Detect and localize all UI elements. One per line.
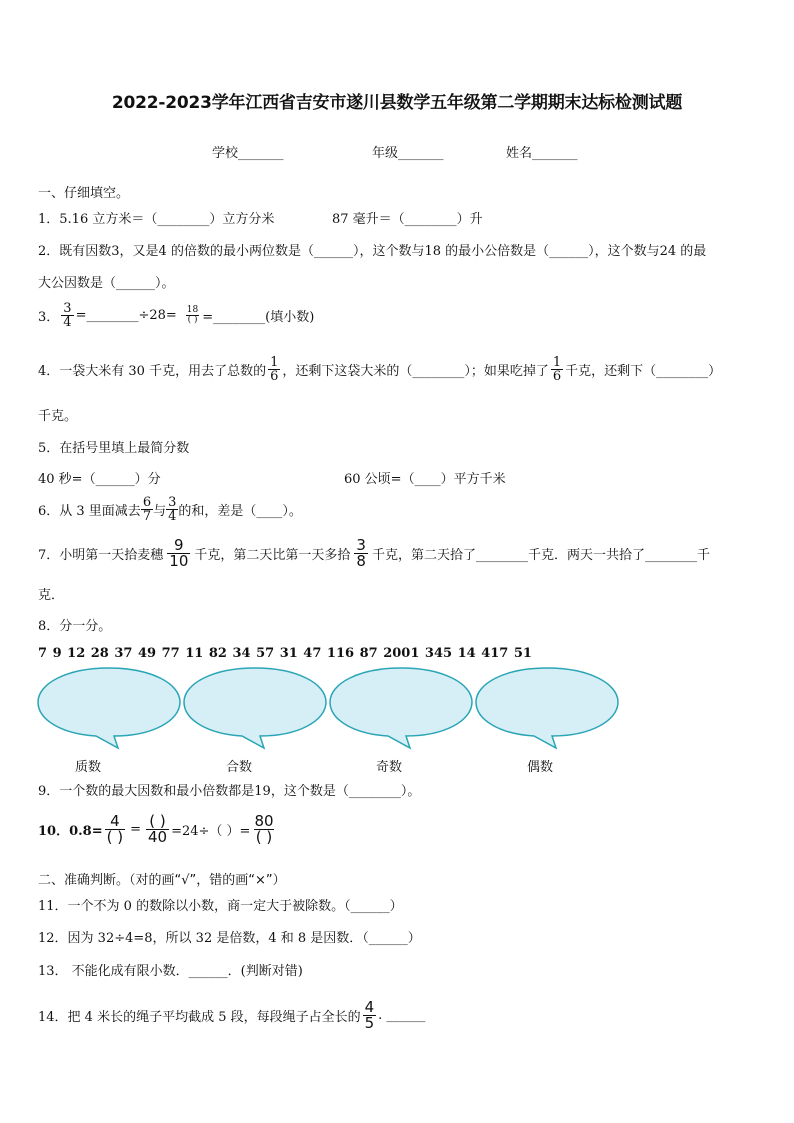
q14-f-den: 5 <box>364 1014 375 1032</box>
question-5b: 60 公顷=（____）平方千米 <box>344 472 506 487</box>
q10-f1-den: ( ) <box>106 828 124 846</box>
section-1-heading: 一、仔细填空。 <box>38 186 130 201</box>
question-9: 9．一个数的最大因数和最小倍数都是19，这个数是（________）。 <box>38 784 421 799</box>
question-7 <box>38 538 710 569</box>
q6-text-3: 的和，差是（____）。 <box>178 504 302 519</box>
q3-frac2-denominator: ( ) <box>187 315 198 325</box>
name-label: 姓名 <box>506 146 533 161</box>
q3-fraction <box>61 302 73 329</box>
q6-f2-den: 4 <box>168 509 177 524</box>
school-field[interactable] <box>212 142 284 161</box>
question-6 <box>38 496 302 523</box>
question-1b: 87 毫升＝（________）升 <box>332 212 483 227</box>
q7-text-2: 千克，第二天比第一天多拾 <box>194 548 351 563</box>
q3-frac-denominator: 4 <box>63 315 72 330</box>
q6-fraction-1 <box>141 496 153 523</box>
section-2-heading: 二、准确判断。（对的画“√”，错的画“×”） <box>38 873 286 888</box>
q4-f1-num: 1 <box>270 355 279 370</box>
q6-f2-num: 3 <box>168 495 177 510</box>
q7-fraction-2 <box>354 538 368 569</box>
q10-f2-num: ( ) <box>149 812 166 830</box>
grade-label: 年级 <box>372 146 399 161</box>
composite-bubble[interactable] <box>180 664 330 752</box>
q10-text-2: =24÷（ ）= <box>171 824 251 839</box>
grade-blank: _______ <box>398 146 444 161</box>
even-bubble[interactable] <box>472 664 622 752</box>
q10-text-1: 10．0.8= <box>38 824 103 839</box>
q4-f2-den: 6 <box>552 369 562 384</box>
question-13: 13． 不能化成有限小数．______．(判断对错) <box>38 964 303 979</box>
q14-f-num: 4 <box>364 998 375 1016</box>
question-8: 8．分一分。 <box>38 619 112 634</box>
q7-f1-den: 10 <box>169 552 189 570</box>
question-14 <box>38 1000 425 1031</box>
school-label: 学校 <box>212 146 239 161</box>
question-2-line1: 2．既有因数3，又是4 的倍数的最小两位数是（______），这个数与18 的最小公倍数是（______），这个数与24 的最 <box>38 244 707 259</box>
q4-f2-num: 1 <box>552 355 562 370</box>
question-5a: 40 秒=（______）分 <box>38 472 161 487</box>
q6-f1-den: 7 <box>142 509 152 524</box>
q4-text-1: 4．一袋大米有 30 千克，用去了总数的 <box>38 364 267 379</box>
question-1a: 1．5.16 立方米＝（________）立方分米 <box>38 212 275 227</box>
q3-number: 3． <box>38 310 60 325</box>
name-field[interactable] <box>506 142 578 161</box>
q4-text-2: ，还剩下这袋大米的（________）；如果吃掉了 <box>282 364 549 379</box>
question-3 <box>38 302 314 329</box>
school-blank: _______ <box>238 146 284 161</box>
q3-frac2-numerator: 18 <box>186 305 199 315</box>
label-even: 偶数 <box>527 760 554 775</box>
q4-f1-den: 6 <box>270 369 279 384</box>
q7-fraction-1 <box>167 538 190 569</box>
label-odd: 奇数 <box>376 760 403 775</box>
q10-f1-num: 4 <box>110 812 120 830</box>
odd-bubble[interactable] <box>326 664 476 752</box>
question-12: 12．因为 32÷4=8，所以 32 是倍数，4 和 8 是因数．（______） <box>38 931 421 946</box>
question-11: 11．一个不为 0 的数除以小数，商一定大于被除数。（______） <box>38 899 403 914</box>
q4-fraction-1 <box>268 356 280 383</box>
question-4-line2: 千克。 <box>38 409 78 424</box>
q7-text-1: 7．小明第一天拾麦穗 <box>38 548 164 563</box>
q10-equals: = <box>130 822 141 837</box>
q14-text-1: 14．把 4 米长的绳子平均截成 5 段，每段绳子占全长的 <box>38 1010 361 1025</box>
q6-fraction-2 <box>166 496 178 523</box>
q10-fraction-2 <box>146 814 169 845</box>
question-2-line2: 大公因数是（______）。 <box>38 276 175 291</box>
q6-text-2: 与 <box>153 504 167 519</box>
q14-text-2: . ______ <box>378 1008 426 1023</box>
q10-f3-num: 80 <box>254 812 274 830</box>
q10-f2-den: 40 <box>148 828 168 846</box>
label-prime: 质数 <box>75 760 102 775</box>
name-blank: _______ <box>532 146 578 161</box>
question-7-line2: 克． <box>38 588 65 603</box>
q10-f3-den: ( ) <box>255 828 273 846</box>
q10-fraction-3 <box>252 814 275 845</box>
question-5: 5．在括号里填上最简分数 <box>38 441 190 456</box>
label-composite: 合数 <box>226 760 253 775</box>
question-8-numbers: 7 9 12 28 37 49 77 11 82 34 57 31 47 116 87 2001 345 14 417 51 <box>38 646 532 661</box>
q7-f2-den: 8 <box>356 552 366 570</box>
q4-text-3: 千克，还剩下（________） <box>565 364 722 379</box>
q7-f2-num: 3 <box>356 536 366 554</box>
q10-fraction-1 <box>105 814 125 845</box>
question-4 <box>38 356 721 383</box>
q6-f1-num: 6 <box>142 495 152 510</box>
q14-fraction <box>363 1000 377 1031</box>
grade-field[interactable] <box>372 142 444 161</box>
q6-text-1: 6．从 3 里面减去 <box>38 504 141 519</box>
prime-bubble[interactable] <box>34 664 184 752</box>
page-title: 2022-2023学年江西省吉安市遂川县数学五年级第二学期期末达标检测试题 <box>111 93 683 113</box>
q3-fraction-2 <box>185 306 200 325</box>
q3-frac-numerator: 3 <box>63 301 72 316</box>
question-10 <box>38 814 278 845</box>
q7-text-3: 千克，第二天拾了________千克．两天一共拾了________千 <box>371 548 710 563</box>
q3-middle: =________÷28= <box>75 308 177 323</box>
q4-fraction-2 <box>551 356 563 383</box>
q7-f1-num: 9 <box>174 536 184 554</box>
q3-end: =________(填小数) <box>202 310 315 325</box>
